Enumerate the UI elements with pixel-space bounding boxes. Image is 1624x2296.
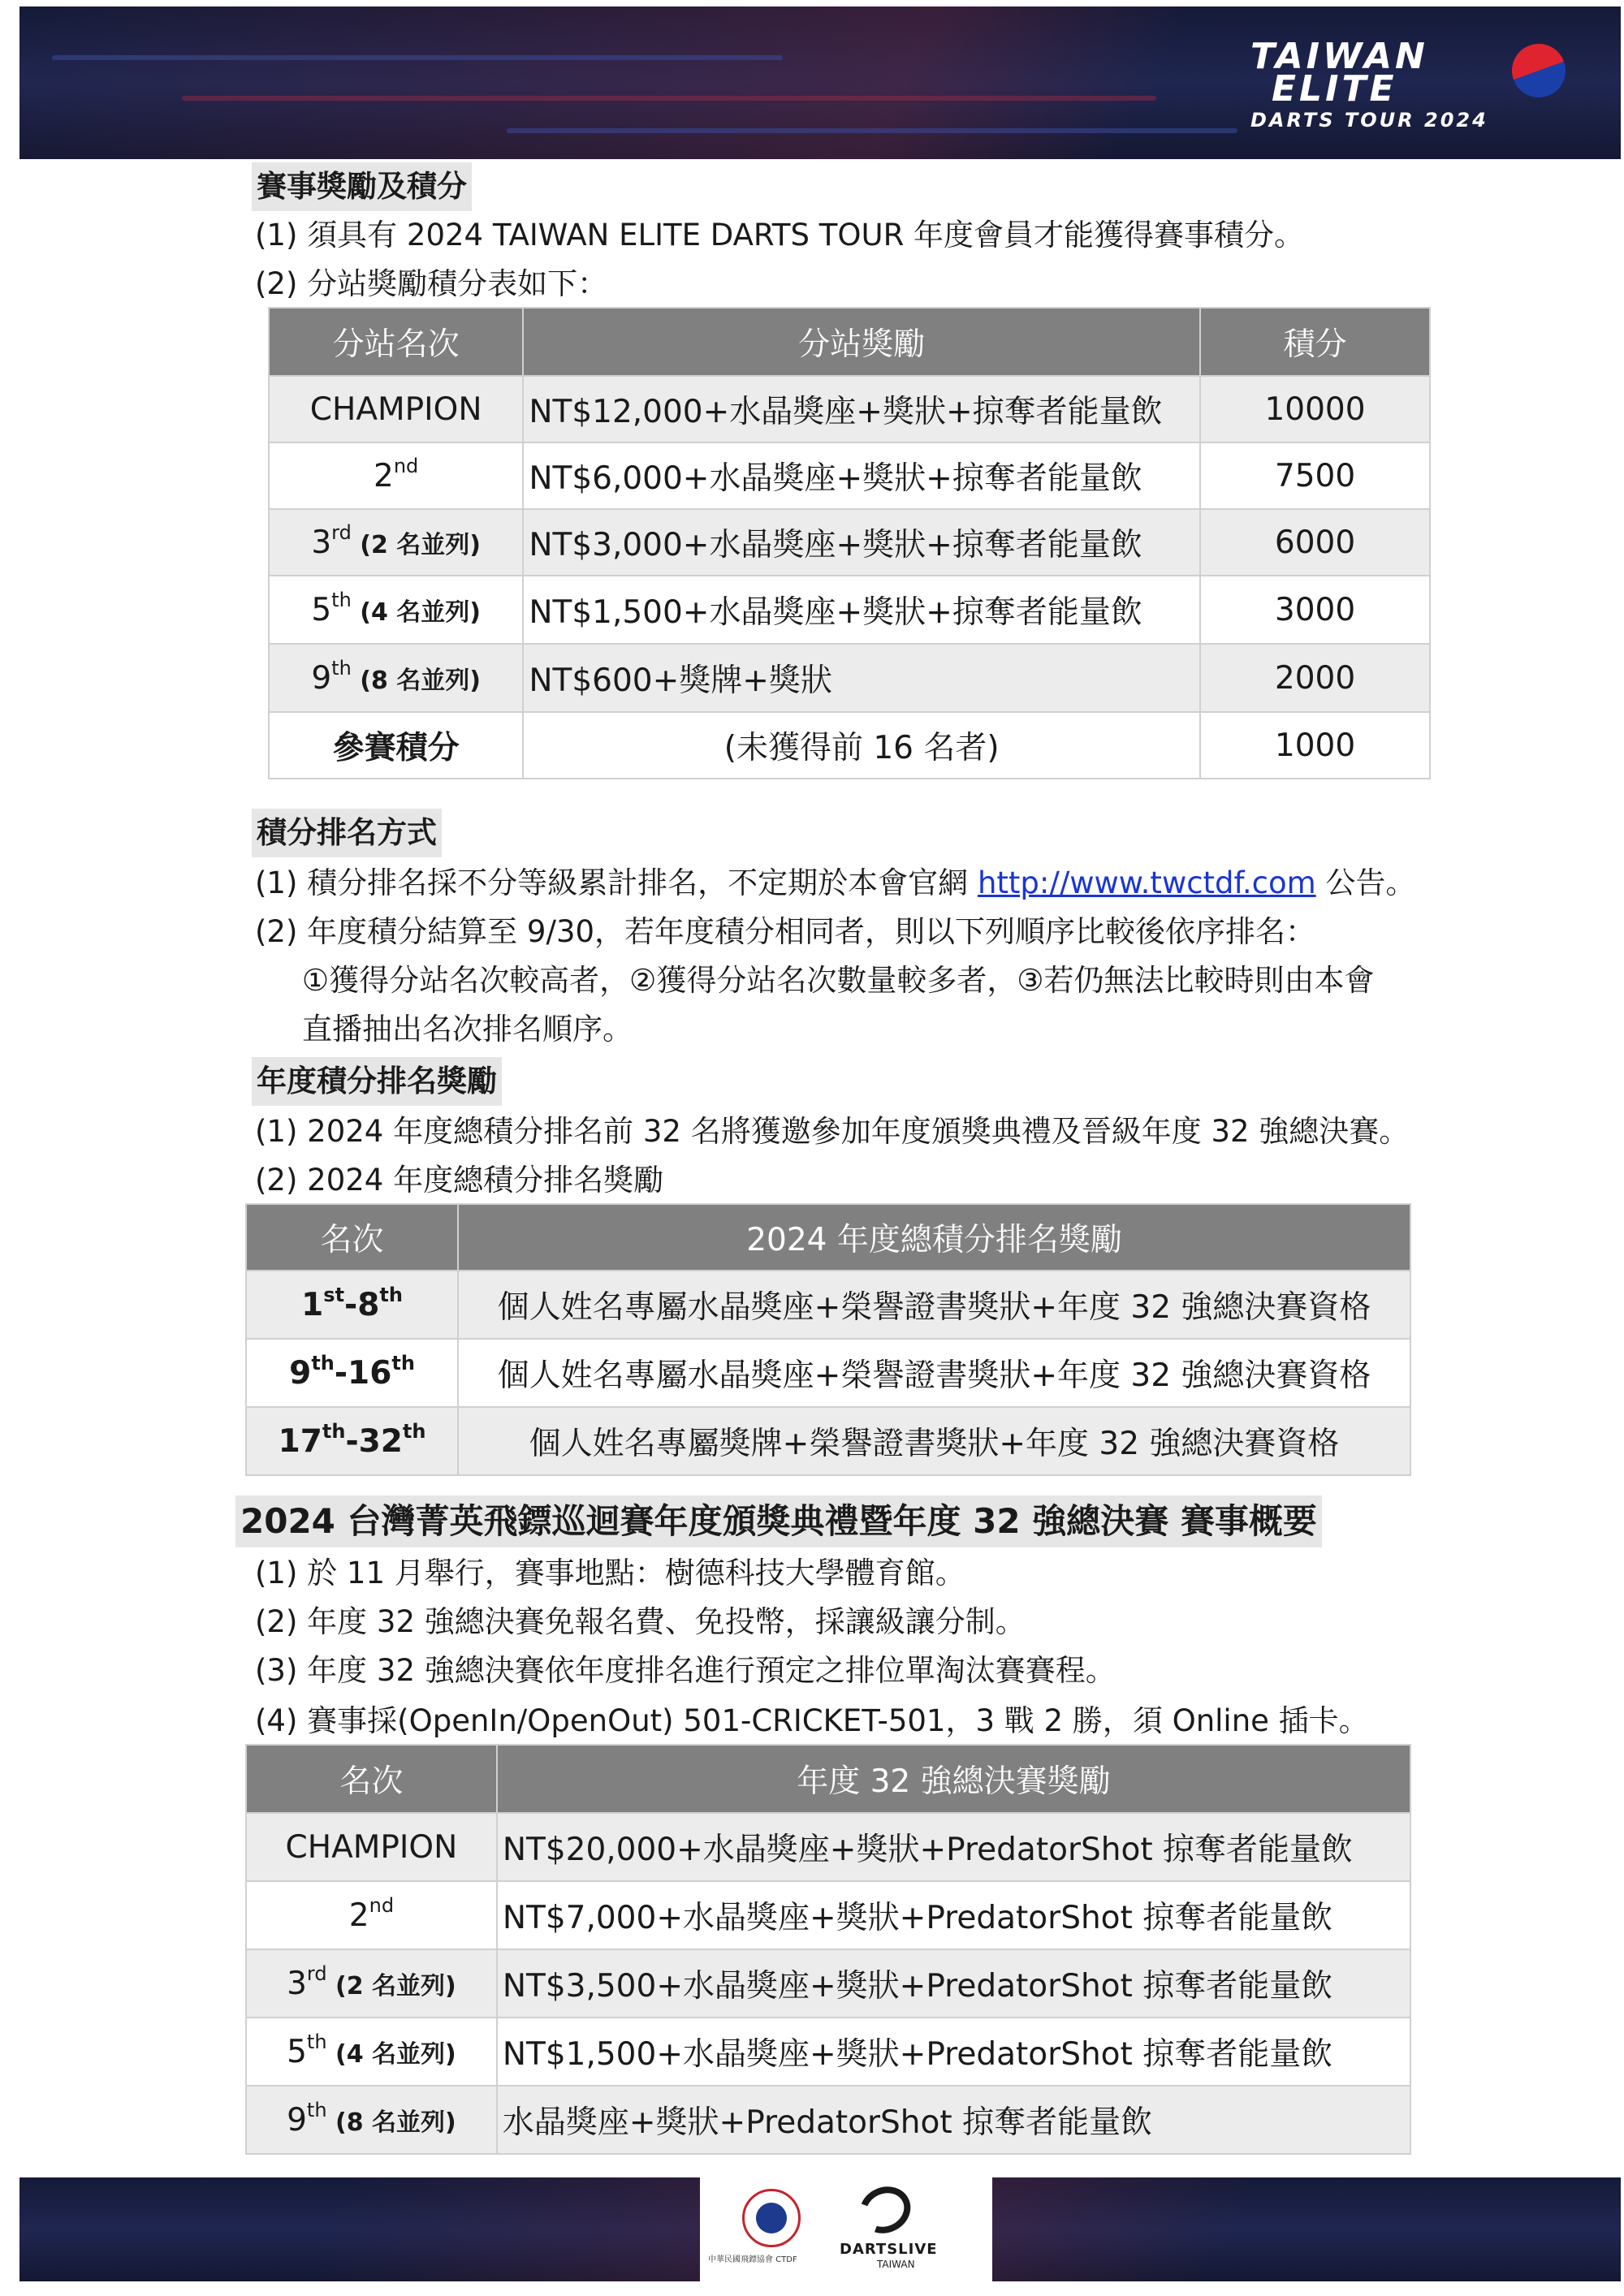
- table-header-row: [269, 308, 1430, 376]
- table-header-row: [246, 1745, 1410, 1813]
- table-row: [269, 509, 1430, 576]
- rank-cell: 9th (8 名並列): [246, 2086, 497, 2154]
- col-header-rank: 名次: [246, 1745, 497, 1813]
- prize-cell: NT$6,000+水晶獎座+獎狀+掠奪者能量飲: [523, 442, 1200, 509]
- prize-cell: (未獲得前 16 名者): [523, 712, 1200, 779]
- ranking-method-line-2: (2) 年度積分結算至 9/30，若年度積分相同者，則以下列順序比較後依序排名：: [255, 914, 1316, 949]
- banner-streak: [507, 128, 1237, 133]
- col-header-prize: 分站獎勵: [523, 308, 1200, 376]
- points-cell: 1000: [1200, 712, 1430, 779]
- prize-cell: NT$3,000+水晶獎座+獎狀+掠奪者能量飲: [523, 509, 1200, 576]
- rewards-line-2: (2) 分站獎勵積分表如下：: [255, 266, 608, 301]
- rank-cell: 3rd (2 名並列): [269, 509, 523, 576]
- col-header-reward: 2024 年度總積分排名獎勵: [458, 1204, 1410, 1271]
- table-row: [269, 376, 1430, 442]
- prize-cell: NT$600+獎牌+獎狀: [523, 644, 1200, 712]
- finals-line-2: (2) 年度 32 強總決賽免報名費、免投幣，採讓級讓分制。: [255, 1604, 1026, 1639]
- table-row: [246, 1881, 1410, 1949]
- table-row: [246, 2086, 1410, 2154]
- rank-cell: 1st-8th: [246, 1271, 458, 1339]
- table-row: [246, 1813, 1410, 1881]
- rank-cell: 2nd: [269, 442, 523, 509]
- reward-cell: 個人姓名專屬水晶獎座+榮譽證書獎狀+年度 32 強總決賽資格: [458, 1339, 1410, 1407]
- section-heading-ranking-method: 積分排名方式: [252, 809, 442, 857]
- rank-cell: 參賽積分: [269, 712, 523, 779]
- reward-cell: 個人姓名專屬水晶獎座+榮譽證書獎狀+年度 32 強總決賽資格: [458, 1271, 1410, 1339]
- table-row: [269, 644, 1430, 712]
- reward-cell: 個人姓名專屬獎牌+榮譽證書獎狀+年度 32 強總決賽資格: [458, 1407, 1410, 1475]
- rank-cell: 9th (8 名並列): [269, 644, 523, 712]
- table-row: [246, 1407, 1410, 1475]
- dartslive-brand: DARTSLIVE: [840, 2241, 938, 2258]
- rank-cell: 3rd (2 名並列): [246, 1949, 497, 2018]
- table-header-row: [246, 1204, 1410, 1271]
- prize-cell: NT$1,500+水晶獎座+獎狀+PredatorShot 掠奪者能量飲: [497, 2018, 1410, 2086]
- col-header-reward: 年度 32 強總決賽獎勵: [497, 1745, 1410, 1813]
- finals-rewards-table: [245, 1744, 1411, 2155]
- table-row: [246, 1271, 1410, 1339]
- prize-cell: NT$12,000+水晶獎座+獎狀+掠奪者能量飲: [523, 376, 1200, 442]
- points-cell: 2000: [1200, 644, 1430, 712]
- logo-text-line3: DARTS TOUR 2024: [1250, 109, 1488, 132]
- col-header-points: 積分: [1200, 308, 1430, 376]
- points-cell: 3000: [1200, 576, 1430, 644]
- col-header-rank: 分站名次: [269, 308, 523, 376]
- points-cell: 6000: [1200, 509, 1430, 576]
- ranking-method-line-1: (1) 積分排名採不分等級累計排名，不定期於本會官網 http://www.twctdf.com 公告。: [255, 865, 1416, 900]
- col-header-rank: 名次: [246, 1204, 458, 1271]
- ranking-method-line-3: ①獲得分站名次較高者，②獲得分站名次數量較多者，③若仍無法比較時則由本會: [302, 963, 1375, 998]
- stage-rewards-table: [268, 307, 1431, 779]
- rank-cell: 5th (4 名並列): [246, 2018, 497, 2086]
- points-cell: 10000: [1200, 376, 1430, 442]
- table-row: [246, 1949, 1410, 2018]
- finals-line-3: (3) 年度 32 強總決賽依年度排名進行預定之排位單淘汰賽賽程。: [255, 1653, 1116, 1688]
- rewards-line-1: (1) 須具有 2024 TAIWAN ELITE DARTS TOUR 年度會員才能獲得賽事積分。: [255, 218, 1305, 252]
- prize-cell: NT$7,000+水晶獎座+獎狀+PredatorShot 掠奪者能量飲: [497, 1881, 1410, 1949]
- section-heading-rewards: 賽事獎勵及積分: [252, 162, 472, 211]
- rank-cell: CHAMPION: [246, 1813, 497, 1881]
- dartslive-sub: TAIWAN: [877, 2259, 915, 2270]
- ctdf-seal-icon: [742, 2189, 801, 2247]
- prize-cell: 水晶獎座+獎狀+PredatorShot 掠奪者能量飲: [497, 2086, 1410, 2154]
- annual-rank-table: [245, 1203, 1411, 1476]
- header-banner: [19, 6, 1621, 159]
- prize-cell: NT$3,500+水晶獎座+獎狀+PredatorShot 掠奪者能量飲: [497, 1949, 1410, 2018]
- prize-cell: NT$1,500+水晶獎座+獎狀+掠奪者能量飲: [523, 576, 1200, 644]
- finals-line-1: (1) 於 11 月舉行，賽事地點：樹德科技大學體育館。: [255, 1556, 965, 1590]
- dartslive-logo-icon: [852, 2178, 918, 2242]
- dart-emblem-icon: [1505, 37, 1574, 106]
- rank-cell: 2nd: [246, 1881, 497, 1949]
- rank-cell: 5th (4 名並列): [269, 576, 523, 644]
- banner-streak: [182, 96, 1156, 101]
- table-row: [246, 1339, 1410, 1407]
- banner-streak: [52, 55, 783, 60]
- points-cell: 7500: [1200, 442, 1430, 509]
- prize-cell: NT$20,000+水晶獎座+獎狀+PredatorShot 掠奪者能量飲: [497, 1813, 1410, 1881]
- ctdf-label: 中華民國飛鏢協會 CTDF: [708, 2255, 797, 2264]
- tour-logo: [1250, 36, 1543, 136]
- sponsor-logos: [700, 2177, 992, 2281]
- table-row: [269, 576, 1430, 644]
- section-heading-finals-overview: 2024 台灣菁英飛鏢巡迴賽年度頒獎典禮暨年度 32 強總決賽 賽事概要: [235, 1495, 1322, 1547]
- annual-rewards-line-2: (2) 2024 年度總積分排名獎勵: [255, 1163, 664, 1198]
- section-heading-annual-rewards: 年度積分排名獎勵: [252, 1057, 502, 1106]
- finals-line-4: (4) 賽事採(OpenIn/OpenOut) 501-CRICKET-501，3 戰 2 勝，須 Online 插卡。: [255, 1703, 1369, 1738]
- footer-banner: [19, 2177, 1621, 2281]
- annual-rewards-line-1: (1) 2024 年度總積分排名前 32 名將獲邀參加年度頒獎典禮及晉級年度 32 強總決賽。: [255, 1114, 1410, 1149]
- table-row: [246, 2018, 1410, 2086]
- logo-text-line2: ELITE: [1272, 68, 1397, 110]
- rank-cell: CHAMPION: [269, 376, 523, 442]
- logo-text-line1: TAIWAN: [1250, 36, 1428, 77]
- official-site-link[interactable]: http://www.twctdf.com: [977, 865, 1316, 900]
- rank-cell: 9th-16th: [246, 1339, 458, 1407]
- table-row: [269, 712, 1430, 779]
- ranking-method-line-4: 直播抽出名次排名順序。: [302, 1012, 633, 1047]
- rank-cell: 17th-32th: [246, 1407, 458, 1475]
- table-row: [269, 442, 1430, 509]
